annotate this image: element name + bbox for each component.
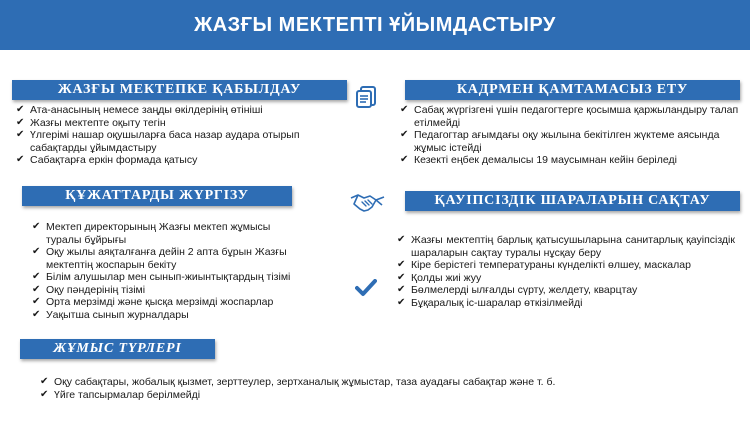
staffing-list (400, 104, 740, 167)
check-bullet-icon: ✔ (397, 259, 406, 270)
admission-header (12, 80, 347, 100)
list-item: ✔ Педагогтар ағымдағы оқу жылына бекітілген жүктеме аясында жұмыс істейді (400, 129, 720, 154)
list-item: ✔ Сабақтарға еркін формада қатысу (16, 154, 198, 166)
documents-header (22, 186, 292, 206)
check-bullet-icon: ✔ (32, 283, 41, 295)
safety-list (397, 234, 735, 309)
check-bullet-icon: ✔ (40, 376, 49, 387)
admission-header-label: ЖАЗҒЫ МЕКТЕПКЕ ҚАБЫЛДАУ (57, 82, 302, 97)
documents-header-label: ҚҰЖАТТАРДЫ ЖҮРГІЗУ (65, 188, 249, 203)
list-item: ✔ Бөлмелерді ылғалды сүрту, желдету, кварцтау (397, 284, 638, 296)
list-item: ✔ Бұқаралық іс-шаралар өткізілмейді (397, 296, 583, 309)
list-item: ✔ Мектеп директорының Жазғы мектеп жұмысы туралы бұйрығы (32, 221, 271, 246)
check-bullet-icon: ✔ (32, 221, 41, 232)
admission-list (16, 104, 346, 167)
check-bullet-icon: ✔ (32, 296, 41, 307)
work-types-list (40, 376, 730, 401)
safety-header-label: ҚАУІПСІЗДІК ШАРАЛАРЫН САҚТАУ (434, 193, 711, 208)
check-bullet-icon: ✔ (16, 154, 25, 165)
list-item: ✔ Ата-анасының немесе заңды өкілдерінің өтініші (16, 104, 263, 116)
list-item: ✔ Оқу жылы аяқталғанға дейін 2 апта бұрын Жазғы мектептің жоспарын бекіту (32, 246, 287, 271)
staffing-header (405, 80, 740, 100)
check-bullet-icon: ✔ (400, 129, 409, 140)
list-item: ✔ Сабақ жүргізгені үшін педагогтерге қосымша қаржыландыру талап етілмейді (400, 104, 739, 129)
check-bullet-icon: ✔ (400, 154, 409, 165)
staffing-header-label: КАДРМЕН ҚАМТАМАСЫЗ ЕТУ (456, 82, 689, 97)
check-bullet-icon: ✔ (16, 129, 25, 140)
list-item: ✔ Оқу пәндерінің тізімі (32, 283, 146, 296)
list-item: ✔ Жазғы мектепте оқыту тегін (16, 116, 166, 129)
list-item: ✔ Орта мерзімді және қысқа мерзімді жоспарлар (32, 296, 274, 308)
check-bullet-icon: ✔ (400, 104, 409, 115)
safety-header (405, 191, 740, 211)
checkmark-icon (355, 279, 377, 297)
list-item: ✔ Үйге тапсырмалар берілмейді (40, 388, 201, 401)
handshake-icon (350, 190, 386, 214)
list-item: ✔ Оқу сабақтары, жобалық қызмет, зерттеулер, зертханалық жұмыстар, таза ауадағы сабақтар және т. б. (40, 376, 556, 388)
check-bullet-icon: ✔ (32, 308, 41, 320)
check-bullet-icon: ✔ (32, 246, 41, 257)
page-title: ЖАЗҒЫ МЕКТЕПТІ ҰЙЫМДАСТЫРУ (194, 13, 556, 36)
work-types-header-label: ЖҰМЫС ТҮРЛЕРІ (53, 341, 182, 356)
check-bullet-icon: ✔ (16, 104, 25, 115)
check-bullet-icon: ✔ (40, 388, 49, 400)
document-icon (354, 84, 380, 110)
work-types-header (20, 339, 215, 359)
documents-list (32, 221, 302, 321)
check-bullet-icon: ✔ (32, 271, 41, 282)
title-banner (0, 0, 750, 50)
list-item: ✔ Үлгерімі нашар оқушыларға баса назар аудара отырып сабақтарды ұйымдастыру (16, 129, 300, 154)
list-item: ✔ Қолды жиі жуу (397, 271, 482, 284)
check-bullet-icon: ✔ (397, 234, 406, 245)
list-item: ✔ Жазғы мектептің барлық қатысушыларына санитарлық қауіпсіздік шараларын сақтау туралы нұсқау беру (397, 234, 735, 259)
list-item: ✔ Кіре берістегі температураны күнделікті өлшеу, маскалар (397, 259, 691, 271)
list-item: ✔ Уақытша сынып журналдары (32, 308, 189, 321)
check-bullet-icon: ✔ (16, 116, 25, 128)
check-bullet-icon: ✔ (397, 271, 406, 283)
list-item: ✔ Білім алушылар мен сынып-жиынтықтардың тізімі (32, 271, 291, 283)
check-bullet-icon: ✔ (397, 284, 406, 295)
check-bullet-icon: ✔ (397, 296, 406, 308)
list-item: ✔ Кезекті еңбек демалысы 19 маусымнан кейін беріледі (400, 154, 677, 166)
